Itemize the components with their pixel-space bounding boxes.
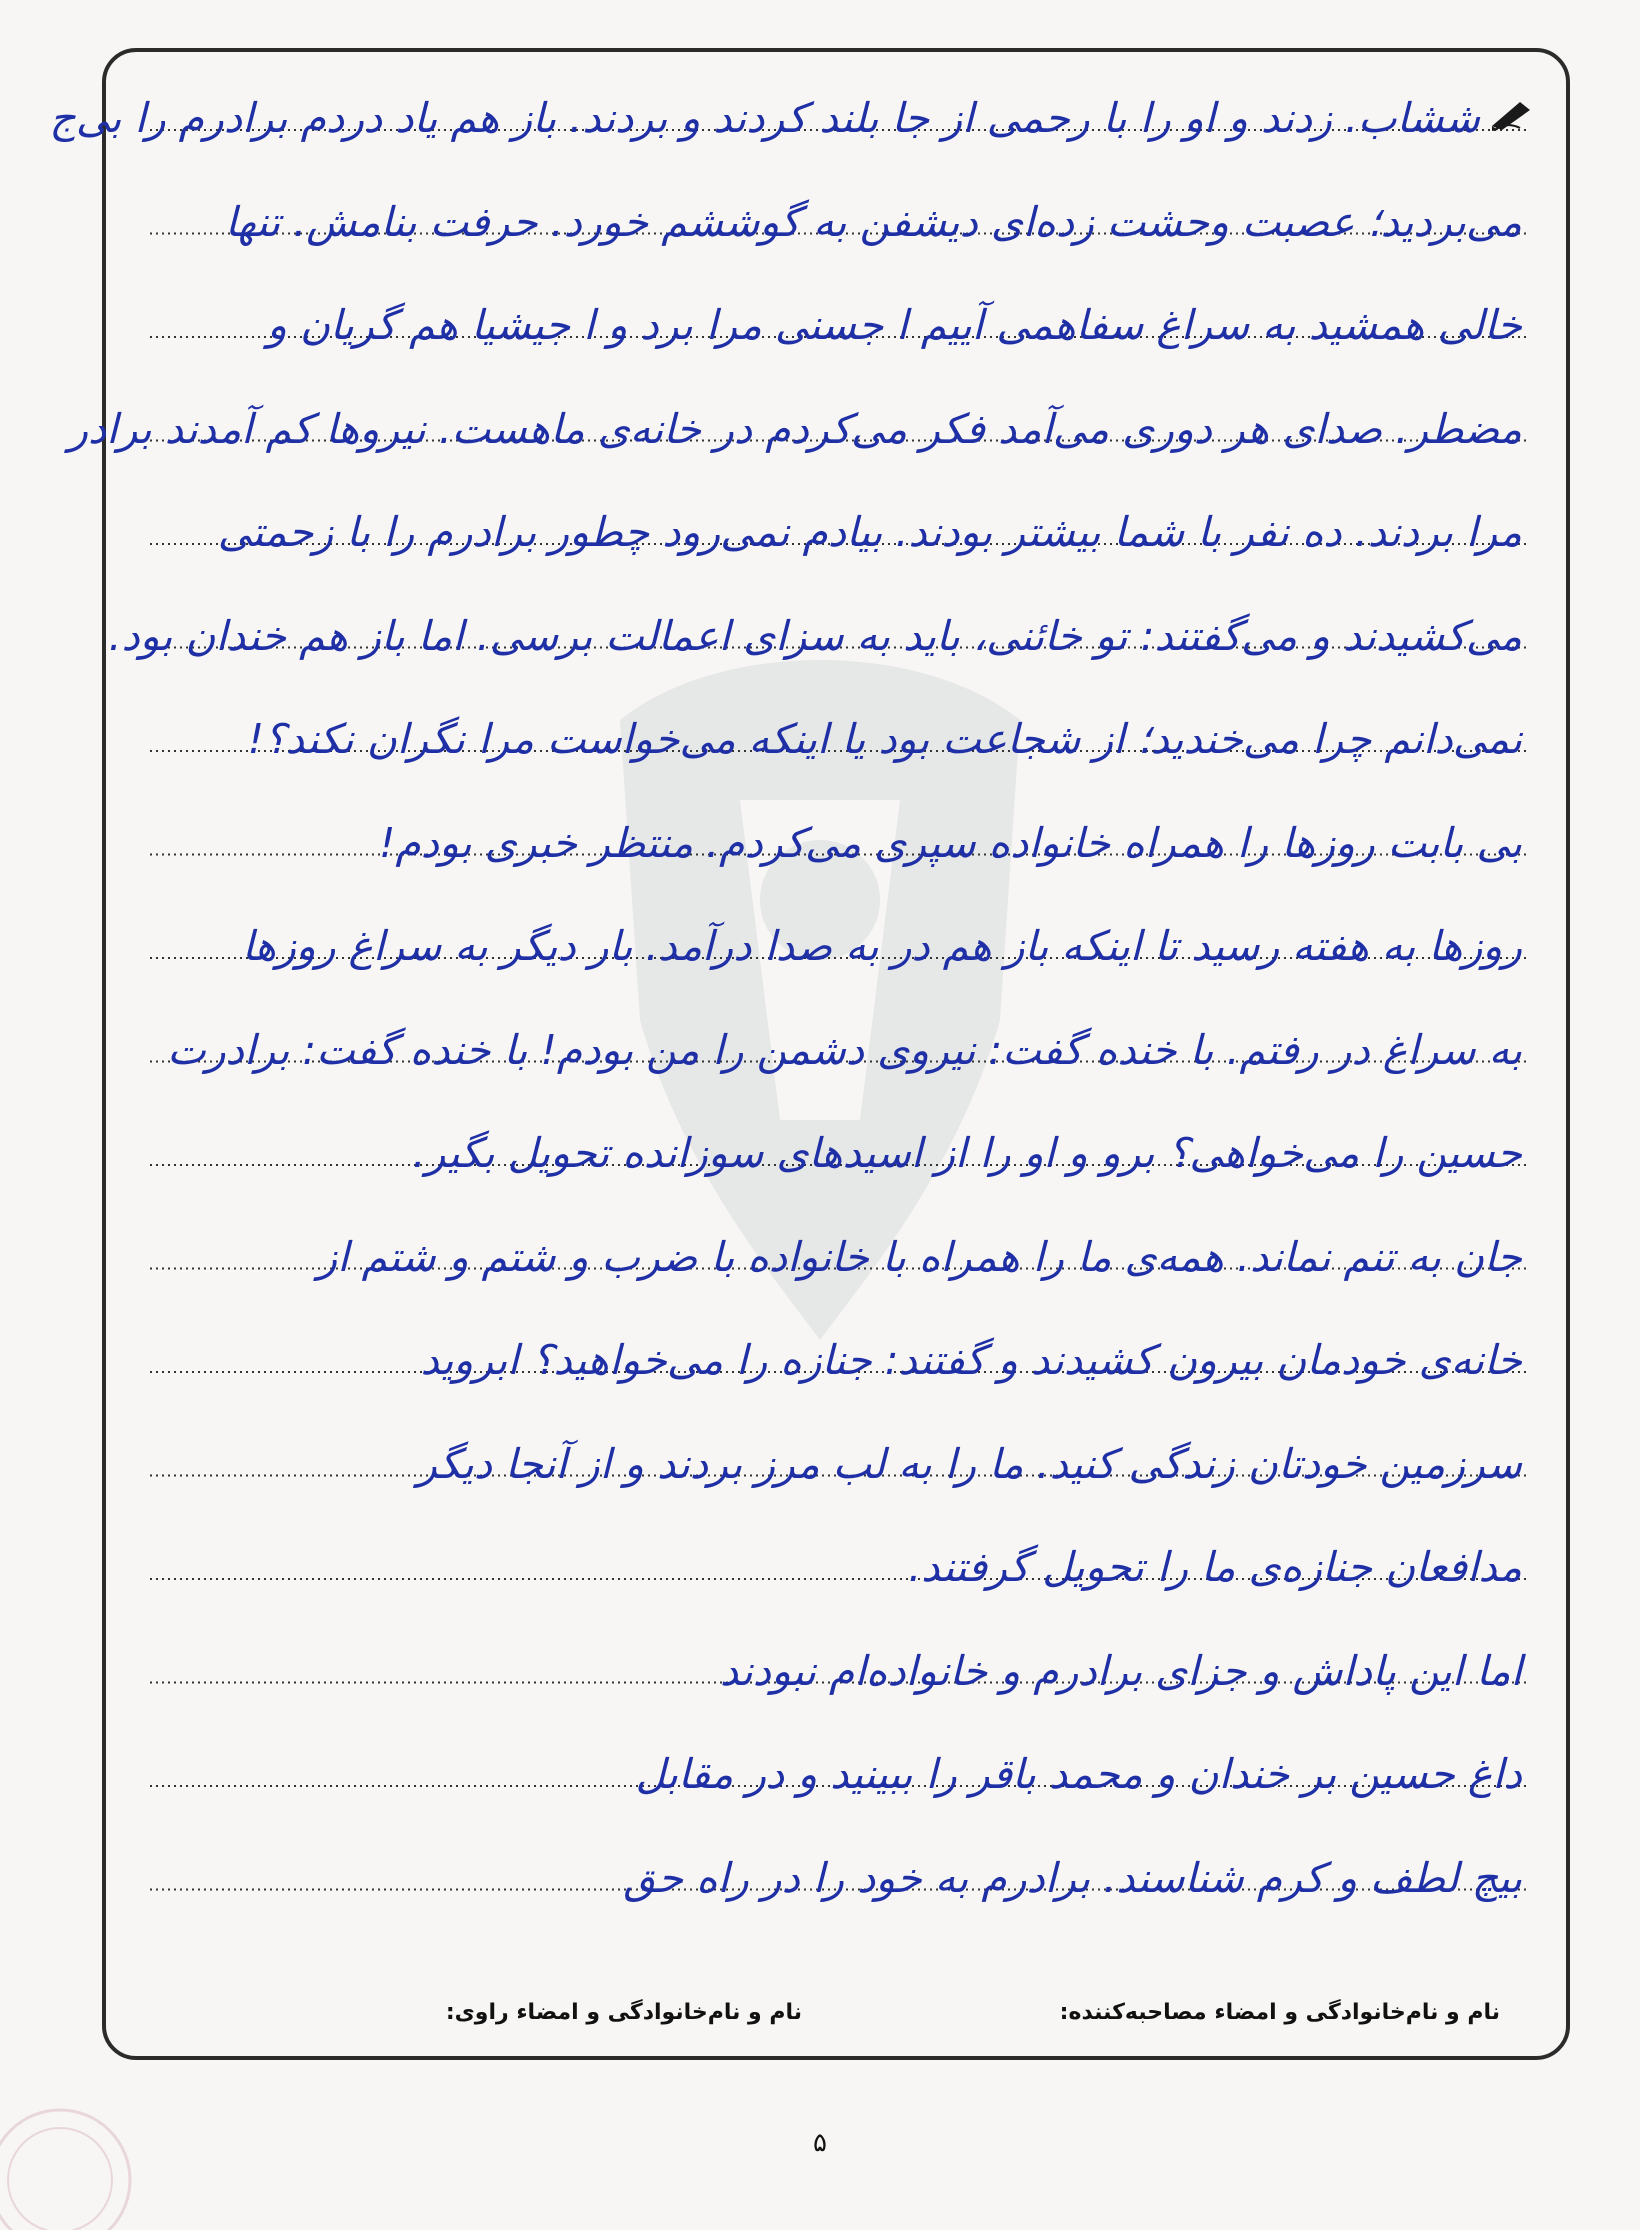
handwritten-line: مضطر. صدای هر دوری می‌آمد فکر می‌کردم در خانه‌ی ماهست. نیروها کم آمدند برادر (68, 404, 1522, 453)
handwritten-line: بی‌ بابت روزها را همراه خانواده سپری می‌کردم. منتظر خبری بودم! (378, 818, 1522, 867)
page-number: ۵ (813, 2128, 827, 2158)
handwritten-line: خانه‌ی خودمان بیرون کشیدند و گفتند: جنازه را می‌خواهید؟ ابروید (420, 1336, 1522, 1384)
handwritten-line: جان به تنم نماند. همه‌ی ما را همراه با خانواده با ضرب و شتم و شتم از (317, 1232, 1522, 1281)
interviewer-signature-label: نام و نام‌خانوادگی و امضاء مصاحبه‌کننده: (1059, 2000, 1500, 2025)
handwritten-line: به سراغ در رفتم. با خنده گفت: نیروی دشمن را من بودم! با خنده گفت: برادرت (167, 1025, 1522, 1074)
handwritten-line: اما این پاداش و جزای برادرم و خانواده‌ام نبودند (719, 1646, 1522, 1695)
handwritten-line: سرزمین خودتان زندگی کنید. ما را به لب مرز بردند و از آنجا دیگر (417, 1439, 1522, 1488)
handwritten-line: می‌کشیدند و می‌گفتند: تو خائنی، باید به سزای اعمالت برسی. اما باز هم خندان بود. (108, 611, 1522, 660)
handwritten-line: بیچ لطف و کرم شناسند. برادرم به خود را در راه حق (623, 1853, 1522, 1902)
handwritten-line: مدافعان جنازه‌ی ما را تحویل گرفتند. (908, 1543, 1522, 1591)
pen-icon (1490, 96, 1534, 132)
handwritten-line: نمی‌دانم چرا می‌خندید؛ از شجاعت بود یا اینکه می‌خواست مرا نگران نکند؟! (247, 715, 1522, 763)
handwritten-line: روزها به هفته رسید تا اینکه باز هم در به صدا درآمد. بار دیگر به سراغ روزها (241, 922, 1522, 970)
narrator-signature-label: نام و نام‌خانوادگی و امضاء راوی: (445, 2000, 802, 2025)
handwritten-line: ششاب. زدند و او را با رحمی از جا بلند کردند و بردند. باز هم یاد دردم برادرم را بی‌ج (49, 94, 1480, 142)
handwritten-line: داغ حسین بر خندان و محمد باقر را ببینید و در مقابل (635, 1750, 1522, 1798)
handwritten-line: خالی همشید به سراغ سفاهمی آییم ا جسنی مرا برد و ا جیشیا هم گریان و (267, 301, 1522, 349)
handwritten-line: مرا بردند. ده نفر با شما بیشتر بودند. بیادم نمی‌رود چطور برادرم را با زحمتی (217, 508, 1522, 556)
handwritten-line: حسین را می‌خواهی؟ برو و او را از اسیدهای سوزانده تحویل بگیر. (412, 1129, 1522, 1177)
handwritten-line: می‌بردید؛ عصبت وحشت زده‌ای دیشفن به گوششم خورد. حرفت بنامش. تنها (224, 197, 1522, 246)
